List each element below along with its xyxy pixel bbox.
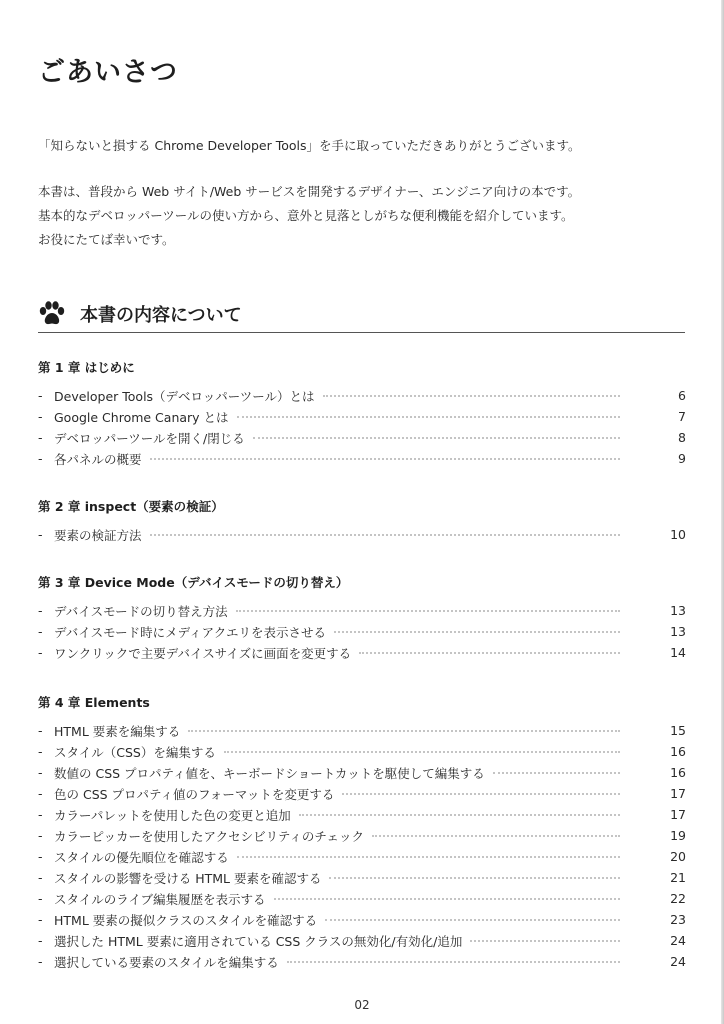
toc-item-label: 選択している要素のスタイルを編集する	[54, 954, 279, 970]
toc-item-page: 21	[670, 870, 686, 885]
toc-leader-dots	[237, 416, 620, 418]
toc-dash: -	[38, 527, 43, 542]
toc-item	[38, 867, 686, 888]
page-number: 02	[354, 998, 370, 1012]
toc-item-page: 13	[670, 624, 686, 639]
chapter	[38, 693, 686, 972]
toc-item-page: 7	[678, 409, 686, 424]
chapter	[38, 497, 686, 545]
intro-line: 本書は、普段から Web サイト/Web サービスを開発するデザイナー、エンジニア向けの本です。	[38, 184, 581, 199]
toc-leader-dots	[150, 458, 620, 460]
toc-item-label: スタイルのライブ編集履歴を表示する	[54, 891, 266, 907]
toc-item-label: HTML 要素を編集する	[54, 723, 181, 739]
toc-leader-dots	[334, 631, 620, 633]
toc-item-page: 23	[670, 912, 686, 927]
toc-item-page: 16	[670, 765, 686, 780]
toc-item-page: 9	[678, 451, 686, 466]
toc-dash: -	[38, 723, 43, 738]
toc-dash: -	[38, 765, 43, 780]
toc-dash: -	[38, 430, 43, 445]
toc-leader-dots	[299, 814, 620, 816]
toc-item-page: 13	[670, 603, 686, 618]
toc-item	[38, 951, 686, 972]
toc-item-page: 24	[670, 954, 686, 969]
toc-leader-dots	[359, 652, 620, 654]
toc-item-label: ワンクリックで主要デバイスサイズに画面を変更する	[54, 645, 352, 661]
toc-item-label: Google Chrome Canary とは	[54, 409, 229, 425]
intro-paragraph-1: 「知らないと損する Chrome Developer Tools」を手に取っていただきありがとうございます。	[38, 138, 581, 153]
toc-leader-dots	[493, 772, 620, 774]
toc-item	[38, 642, 686, 663]
toc-item-label: スタイルの影響を受ける HTML 要素を確認する	[54, 870, 322, 886]
toc-item-page: 16	[670, 744, 686, 759]
toc-dash: -	[38, 912, 43, 927]
chapter-title: 第 3 章 Device Mode（デバイスモードの切り替え）	[38, 575, 349, 590]
toc-item-page: 10	[670, 527, 686, 542]
toc-item-label: カラーピッカーを使用したアクセシビリティのチェック	[54, 828, 365, 844]
toc-leader-dots	[237, 856, 620, 858]
toc-item	[38, 427, 686, 448]
section-title: 本書の内容について	[80, 305, 242, 326]
toc-item	[38, 524, 686, 545]
toc-leader-dots	[287, 961, 620, 963]
toc-dash: -	[38, 624, 43, 639]
toc-item-label: デバイスモード時にメディアクエリを表示させる	[54, 624, 327, 640]
toc-leader-dots	[342, 793, 620, 795]
toc-item-label: デベロッパーツールを開く/閉じる	[54, 430, 245, 446]
toc-dash: -	[38, 409, 43, 424]
toc-dash: -	[38, 807, 43, 822]
toc-item-page: 17	[670, 807, 686, 822]
toc-leader-dots	[325, 919, 620, 921]
toc-item-page: 17	[670, 786, 686, 801]
toc-dash: -	[38, 645, 43, 660]
toc-item-page: 15	[670, 723, 686, 738]
toc-item	[38, 741, 686, 762]
toc-dash: -	[38, 870, 43, 885]
toc-item-page: 19	[670, 828, 686, 843]
page-title: ごあいさつ	[38, 57, 178, 88]
toc-dash: -	[38, 388, 43, 403]
toc-leader-dots	[274, 898, 620, 900]
toc-dash: -	[38, 744, 43, 759]
chapter-title: 第 1 章 はじめに	[38, 360, 135, 375]
paw-icon	[38, 301, 66, 327]
toc-item	[38, 762, 686, 783]
intro-line: お役にたてば幸いです。	[38, 232, 175, 247]
toc-dash: -	[38, 933, 43, 948]
toc-item-page: 14	[670, 645, 686, 660]
toc-item-label: HTML 要素の擬似クラスのスタイルを確認する	[54, 912, 318, 928]
toc-leader-dots	[372, 835, 620, 837]
toc-dash: -	[38, 828, 43, 843]
toc-item	[38, 448, 686, 469]
toc-dash: -	[38, 786, 43, 801]
chapter	[38, 573, 686, 663]
toc-leader-dots	[224, 751, 620, 753]
toc-leader-dots	[253, 437, 620, 439]
toc-leader-dots	[470, 940, 620, 942]
toc-item	[38, 888, 686, 909]
toc-item-page: 22	[670, 891, 686, 906]
toc-dash: -	[38, 603, 43, 618]
chapter	[38, 358, 686, 469]
toc-item-page: 6	[678, 388, 686, 403]
toc-leader-dots	[188, 730, 620, 732]
toc-item	[38, 930, 686, 951]
toc-item-label: 数値の CSS プロパティ値を、キーボードショートカットを駆使して編集する	[54, 765, 485, 781]
chapter-title: 第 2 章 inspect（要素の検証）	[38, 499, 224, 514]
toc-leader-dots	[329, 877, 620, 879]
toc-item	[38, 804, 686, 825]
toc-leader-dots	[236, 610, 620, 612]
toc-item-label: 要素の検証方法	[54, 527, 142, 543]
toc-item-page: 24	[670, 933, 686, 948]
toc-item	[38, 600, 686, 621]
toc-dash: -	[38, 954, 43, 969]
toc-item-page: 20	[670, 849, 686, 864]
toc-item-page: 8	[678, 430, 686, 445]
toc-item-label: スタイル（CSS）を編集する	[54, 744, 216, 760]
toc-leader-dots	[323, 395, 620, 397]
toc-item-label: スタイルの優先順位を確認する	[54, 849, 229, 865]
intro-line: 基本的なデベロッパーツールの使い方から、意外と見落としがちな便利機能を紹介しています。	[38, 208, 574, 223]
toc-item-label: 選択した HTML 要素に適用されている CSS クラスの無効化/有効化/追加	[54, 933, 463, 949]
toc-item	[38, 783, 686, 804]
toc-item	[38, 621, 686, 642]
toc-dash: -	[38, 451, 43, 466]
toc-leader-dots	[150, 534, 620, 536]
toc-item	[38, 385, 686, 406]
toc-item	[38, 909, 686, 930]
chapter-title: 第 4 章 Elements	[38, 695, 150, 710]
toc-item-label: Developer Tools（デベロッパーツール）とは	[54, 388, 315, 404]
toc-item	[38, 406, 686, 427]
toc-item	[38, 825, 686, 846]
intro-text	[38, 134, 688, 252]
toc-item	[38, 720, 686, 741]
toc-item-label: 各パネルの概要	[54, 451, 142, 467]
toc-dash: -	[38, 849, 43, 864]
section-heading	[38, 296, 685, 333]
toc-item-label: 色の CSS プロパティ値のフォーマットを変更する	[54, 786, 335, 802]
toc-item	[38, 846, 686, 867]
toc-item-label: カラーパレットを使用した色の変更と追加	[54, 807, 291, 823]
toc-dash: -	[38, 891, 43, 906]
toc-item-label: デバイスモードの切り替え方法	[54, 603, 228, 619]
